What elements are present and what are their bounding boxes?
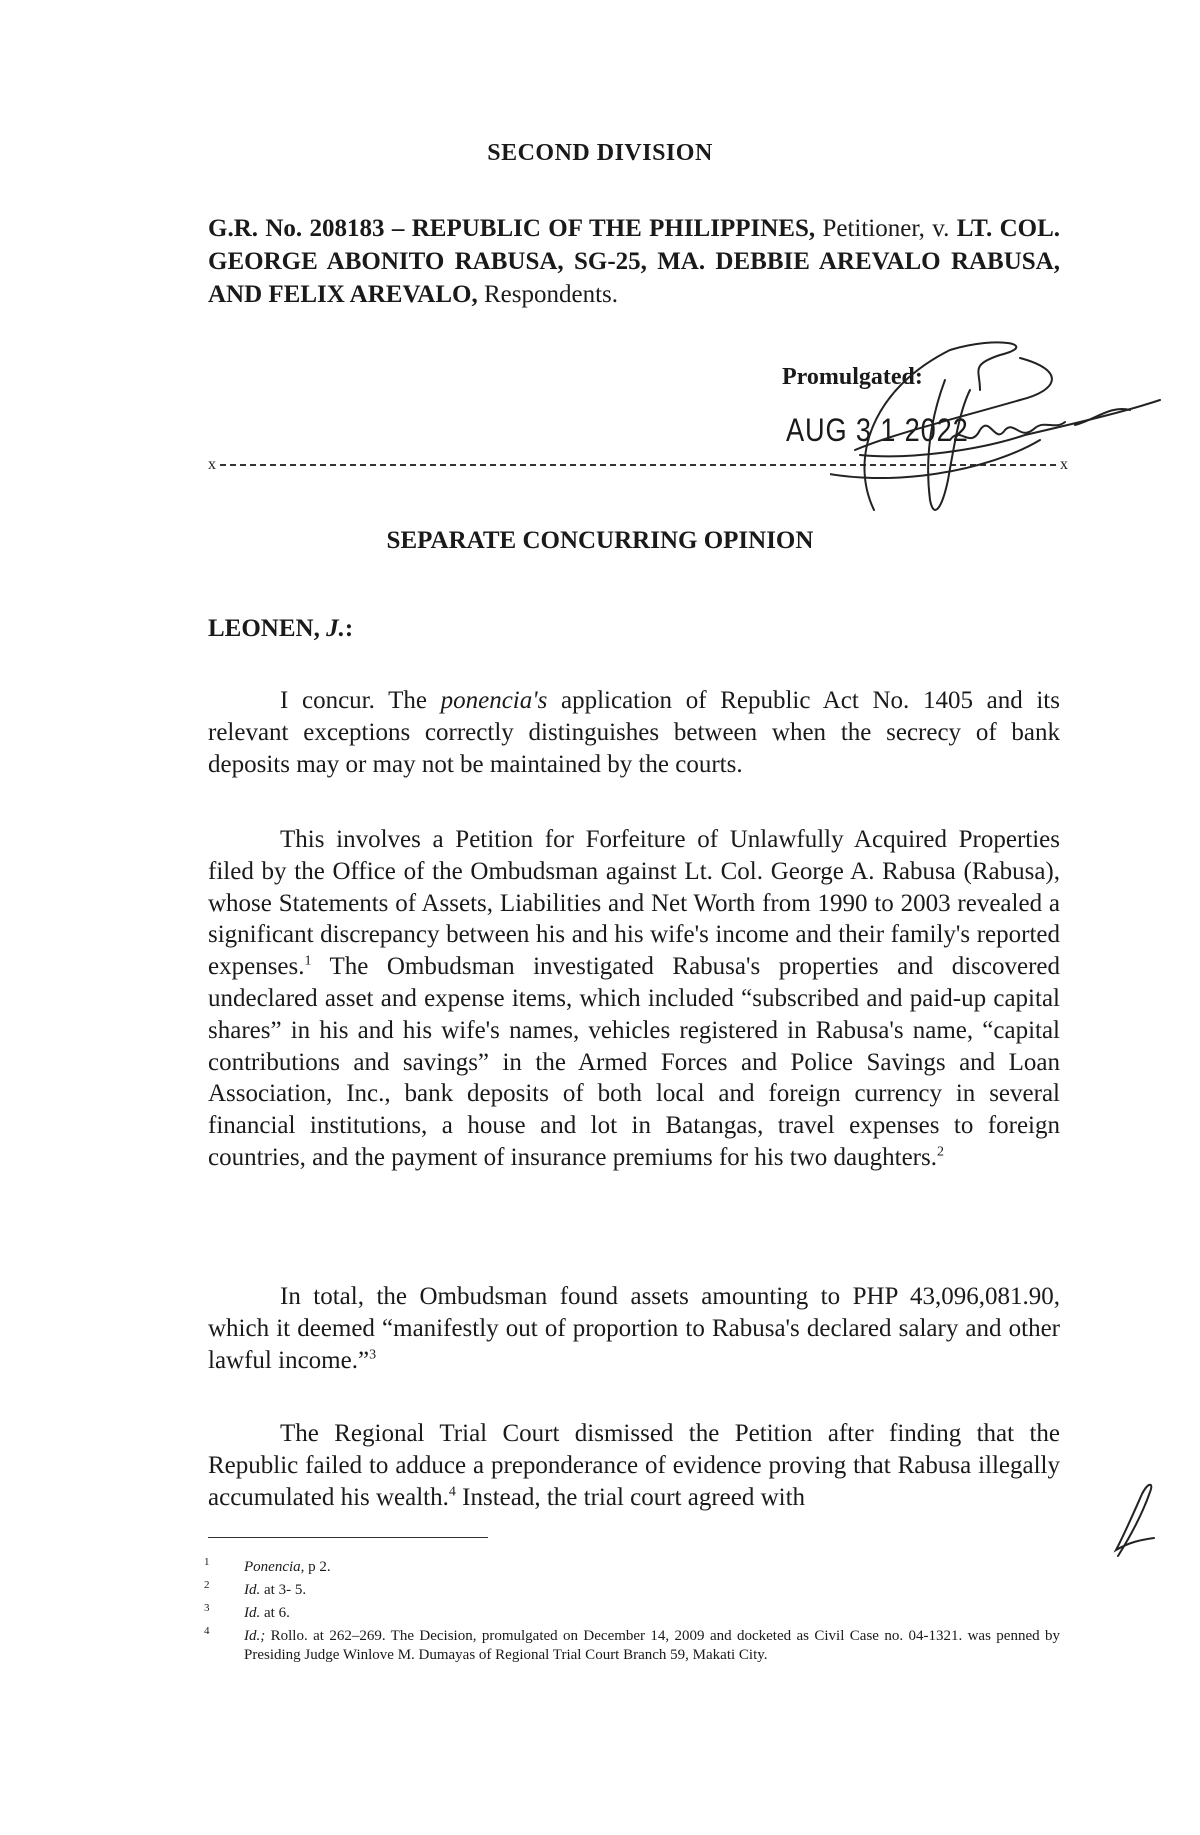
p4-text-a: The Regional Trial Court dismissed the Petition after finding that the Republic failed to adduce a preponderance of evidence proving that Rabusa illegally accumulated his wealth. — [208, 1420, 1060, 1511]
p1-text-b: application of Republic Act No. 1405 and its relevant exceptions correctly distinguishes between when the secrecy of bank deposits may or may not be maintained by the courts. — [208, 687, 1060, 778]
footnote-ref-2[interactable]: 2 — [936, 1144, 944, 1160]
footnote-number: 4 — [204, 1625, 210, 1637]
footnote-number: 2 — [204, 1579, 210, 1591]
footnote-number: 3 — [204, 1602, 210, 1614]
paragraph-2 — [208, 824, 1060, 1174]
author-name: LEONEN, — [208, 615, 320, 642]
footnote-text: Rollo. at 262–269. The Decision, promulgated on December 14, 2009 and docketed as Civil Case no. 04-1321. was penned by Presiding Judge Winlove M. Dumayas of Regional Trial Court Branch 59, Makati City. — [244, 1628, 1060, 1663]
footnote-4 — [204, 1625, 1060, 1665]
case-number: G.R. No. 208183 – REPUBLIC OF THE PHILIPPINES, — [208, 215, 816, 242]
p2-text-b: The Ombudsman investigated Rabusa's properties and discovered undeclared asset and expense items, which included “subscribed and paid-up capital shares” in his and his wife's names, vehicles registered in Rabusa's name, “capital contributions and savings” in the Armed Forces and Police Savings and Loan Association, Inc., bank deposits of both local and foreign currency in several financial institutions, a house and lot in Batangas, travel expenses to foreign countries, and the payment of insurance premiums for his two daughters. — [208, 953, 1060, 1171]
promulgation-date-stamp: AUG 3 1 2022 — [786, 412, 969, 448]
page-initial-mark — [1110, 1480, 1160, 1560]
footnote-ref-1[interactable]: 1 — [304, 953, 312, 969]
footnote-ref-3[interactable]: 3 — [369, 1347, 377, 1363]
paragraph-1 — [208, 685, 1060, 780]
p1-text-a: I concur. The — [280, 687, 441, 714]
footnote-number: 1 — [204, 1556, 210, 1568]
author-colon: : — [344, 615, 354, 642]
footnote-ref-4[interactable]: 4 — [448, 1484, 456, 1500]
footnote-text: at 6. — [260, 1605, 290, 1621]
clerk-signature — [830, 330, 1190, 530]
footnote-italic: Id.; — [244, 1628, 266, 1644]
footnote-separator — [208, 1537, 488, 1538]
promulgated-label: Promulgated: — [782, 364, 923, 390]
respondents-names: LT. COL. GEORGE ABONITO RABUSA, SG-25, MA. DEBBIE AREVALO RABUSA, AND FELIX AREVALO, — [208, 215, 1060, 308]
footnote-1 — [204, 1556, 1060, 1577]
divider-right-mark: x — [1060, 456, 1068, 473]
petitioner-role: Petitioner, v. — [822, 215, 950, 242]
footnote-2 — [204, 1579, 1060, 1600]
p1-italic: ponencia's — [440, 687, 548, 714]
divider-left-mark: x — [208, 456, 216, 473]
footnote-italic: Id. — [244, 1605, 261, 1621]
footnote-italic: Id. — [244, 1582, 261, 1598]
paragraph-4 — [208, 1418, 1060, 1513]
respondents-role: Respondents. — [483, 281, 619, 308]
p2-text-a: This involves a Petition for Forfeiture of Unlawfully Acquired Properties filed by the Office of the Ombudsman against Lt. Col. George A. Rabusa (Rabusa), whose Statements of Assets, Liabilities and Net Worth from 1990 to 2003 revealed a significant discrepancy between his and his wife's income and their family's reported expenses. — [208, 826, 1060, 981]
p3-text: In total, the Ombudsman found assets amounting to PHP 43,096,081.90, which it deemed “manifestly out of proportion to Rabusa's declared salary and other lawful income.” — [208, 1283, 1060, 1374]
footnote-text: p 2. — [304, 1559, 331, 1575]
opinion-title: SEPARATE CONCURRING OPINION — [386, 527, 814, 554]
footnote-3 — [204, 1602, 1060, 1623]
p4-text-b: Instead, the trial court agreed with — [455, 1483, 806, 1511]
paragraph-3 — [208, 1281, 1060, 1376]
author-title: J. — [326, 615, 345, 642]
opinion-author — [208, 615, 353, 643]
division-heading: SECOND DIVISION — [487, 140, 713, 166]
case-caption — [208, 212, 1060, 311]
footnote-text: at 3- 5. — [260, 1582, 307, 1598]
footnote-italic: Ponencia, — [244, 1559, 305, 1575]
